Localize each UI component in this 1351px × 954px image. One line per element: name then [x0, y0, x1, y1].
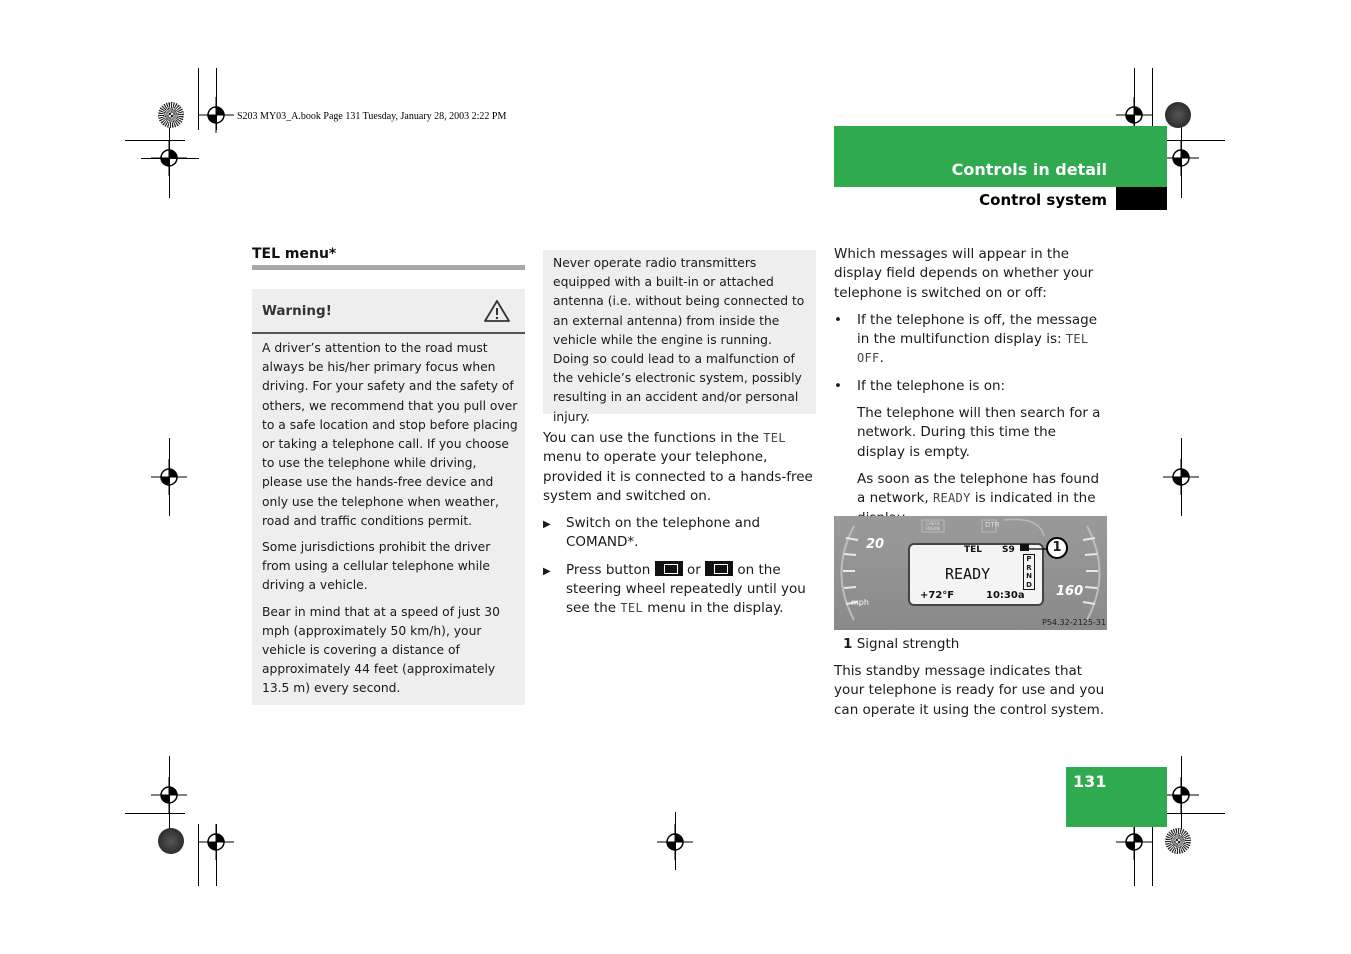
subsection-title: Control system: [979, 191, 1107, 209]
heading-rule: [252, 265, 525, 270]
ready-code: READY: [932, 491, 971, 506]
registration-target-icon: [149, 138, 189, 178]
bullet-dot-icon: •: [834, 311, 842, 328]
caption-number: 1: [843, 636, 853, 652]
found-paragraph: As soon as the telephone has found a network, READY is indicated in the: [857, 470, 1100, 507]
note-text: Never operate radio transmitters equipped with a built-in or attached antenna (i.e. without being connected to an external antenna) from inside the vehicle while the engine is running. Doing so could lead to a malfunction of the vehicle’s electronic system, possibly resulting in an accident and/or personal injury.: [553, 256, 805, 424]
figure-caption: [843, 635, 959, 654]
registration-rosette: [1165, 102, 1191, 128]
column2-text: [543, 429, 817, 619]
subsection-marker: [1116, 187, 1167, 210]
warning-paragraph: Some jurisdictions prohibit the driver from using a cellular telephone while driving a vehicle.: [262, 540, 491, 593]
tel-menu-heading: TEL menu*: [252, 246, 337, 262]
section-title: Controls in detail: [951, 160, 1107, 179]
check-engine-lamp: CHECK ENGINE: [925, 521, 941, 531]
steering-wheel-button-icon: [655, 561, 683, 576]
messages-intro: Which messages will appear in the display field depends on whether your telephone is switched on or off:: [834, 246, 1094, 301]
warning-paragraph: A driver’s attention to the road must always be his/her primary focus when driving. For your safety and the safety of others, we recommend that you pull over to a safe location and stop before placing or taking a telephone call. If you choose to use the telephone while driving, please use the hands-free device and only use the telephone when weather, road and traffic conditions permit.: [262, 341, 518, 528]
bullet-dot-icon: •: [834, 377, 842, 394]
arrow-bullet-icon: ▶: [543, 519, 551, 531]
bullet-item: • If the telephone is on:: [834, 377, 1108, 396]
registration-target-icon: [1161, 457, 1201, 497]
steering-wheel-button-icon: [705, 561, 733, 576]
lcd-ready: READY: [945, 565, 991, 583]
warning-title: Warning!: [262, 303, 332, 319]
registration-rosette: [1165, 828, 1191, 854]
column3-text: [834, 245, 1108, 528]
tel-off-code: TEL OFF: [857, 332, 1089, 366]
caption-text: Signal strength: [856, 636, 960, 652]
registration-target-icon: [149, 457, 189, 497]
intro-paragraph: You can use the functions in the TEL menu to operate your telephone, provided it is connected to a hands-free system and switched on.: [543, 430, 813, 504]
lcd-temperature: +72°F: [920, 590, 955, 601]
lcd-time: 10:30a: [986, 590, 1025, 601]
warning-triangle-icon: [483, 299, 511, 323]
figure-code: P54.32-2125-31: [1042, 618, 1107, 627]
gear-indicator: P R N D: [1023, 554, 1035, 590]
registration-target-icon: [1161, 775, 1201, 815]
registration-target-icon: [196, 822, 236, 862]
closing-paragraph: This standby message indicates that your telephone is ready for use and you can operate it using the control system.: [834, 663, 1105, 718]
callout-marker: 1: [1046, 537, 1068, 559]
speed-label-160: 160: [1056, 584, 1084, 599]
dtr-lamp: DTR: [985, 521, 1000, 529]
bullet-item: • If the telephone is off, the message in the multifunction display is: TEL OFF.: [834, 311, 1098, 367]
warning-divider: [252, 332, 525, 334]
speed-label-20: 20: [866, 537, 885, 552]
note-box: [543, 250, 816, 424]
unit-label: mph: [851, 598, 869, 607]
page-number: 131: [1073, 772, 1107, 791]
warning-box: [252, 289, 525, 705]
arrow-bullet-icon: ▶: [543, 565, 551, 577]
registration-target-icon: [196, 95, 236, 135]
step-item: ▶ Switch on the telephone and COMAND*.: [543, 515, 761, 551]
tel-code: TEL: [620, 601, 643, 616]
lcd-signal: S9: [1002, 545, 1015, 555]
step-item: ▶ Press button or on the steering wheel repeatedly until you see the TEL menu in the display.: [543, 561, 806, 617]
registration-target-icon: [1161, 138, 1201, 178]
lcd-tel: TEL: [964, 545, 983, 555]
file-info: S203 MY03_A.book Page 131 Tuesday, January 28, 2003 2:22 PM: [237, 111, 507, 122]
tel-code: TEL: [763, 431, 786, 445]
registration-rosette: [158, 828, 184, 854]
page-number-tab: [1066, 767, 1167, 827]
search-paragraph: The telephone will then search for a network. During this time the display is empty.: [857, 405, 1101, 460]
registration-target-icon: [149, 775, 189, 815]
registration-target-icon: [1114, 822, 1154, 862]
registration-rosette: [158, 102, 184, 128]
registration-target-icon: [655, 822, 695, 862]
warning-paragraph: Bear in mind that at a speed of just 30 mph (approximately 50 km/h), your vehicle is covering a distance of approximately 44 feet (approximately 13.5 m) every second.: [262, 604, 500, 696]
